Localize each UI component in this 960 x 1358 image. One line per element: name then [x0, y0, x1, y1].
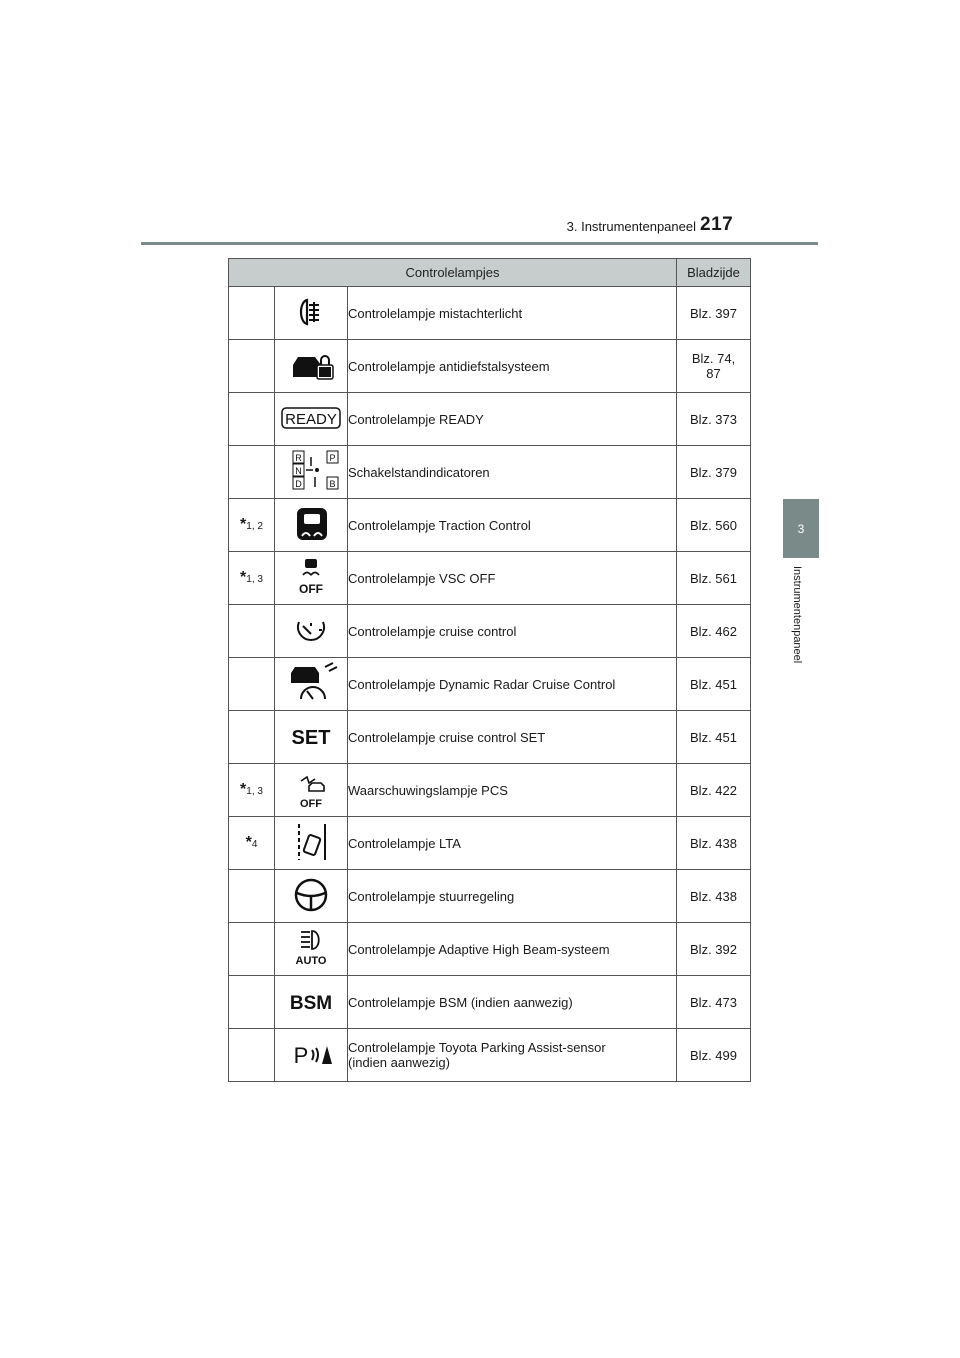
indicator-icon-cell: [275, 446, 348, 499]
svg-text:R: R: [295, 452, 302, 463]
indicator-icon-cell: [275, 817, 348, 870]
pcs-off-icon: [281, 767, 341, 811]
chapter-tab[interactable]: 3: [783, 499, 819, 558]
indicator-table: [228, 258, 751, 1082]
indicator-icon-cell: [275, 499, 348, 552]
lta-icon: [281, 820, 341, 864]
table-row: [229, 870, 751, 923]
ready-icon: [281, 396, 341, 440]
radar-cruise-control-icon: [281, 661, 341, 705]
indicator-icon-cell: [275, 1029, 348, 1082]
chapter-tab-label: Instrumentenpaneel: [791, 566, 803, 664]
footnote-marker: [229, 287, 275, 340]
header-divider: [141, 242, 818, 245]
footnote-marker: [229, 870, 275, 923]
indicator-description: Controlelampje LTA: [348, 817, 677, 870]
vsc-off-icon: [281, 555, 341, 599]
footnote-marker: [229, 499, 275, 552]
svg-text:N: N: [295, 465, 302, 476]
indicator-icon-cell: [275, 658, 348, 711]
indicator-description: Controlelampje antidiefstalsysteem: [348, 340, 677, 393]
page-reference[interactable]: Blz. 74, 87: [677, 340, 751, 393]
footnote-number: 1, 3: [246, 574, 263, 585]
footnote-number: 4: [251, 839, 258, 850]
footnote-marker: [229, 976, 275, 1029]
indicator-icon-cell: [275, 923, 348, 976]
column-header-indicators: Controlelampjes: [229, 259, 677, 287]
rear-fog-light-icon: [281, 290, 341, 334]
page-reference[interactable]: Blz. 462: [677, 605, 751, 658]
footnote-marker: [229, 340, 275, 393]
svg-text:BSM: BSM: [289, 992, 333, 1014]
indicator-description: Schakelstandindicatoren: [348, 446, 677, 499]
footnote-marker: [229, 393, 275, 446]
indicator-description: Controlelampje cruise control SET: [348, 711, 677, 764]
shift-position-icon: [281, 449, 341, 493]
indicator-description: Controlelampje Dynamic Radar Cruise Control: [348, 658, 677, 711]
indicator-icon-cell: [275, 393, 348, 446]
footnote-number: 1, 2: [246, 521, 263, 532]
footnote-marker: [229, 711, 275, 764]
footnote-marker: [229, 817, 275, 870]
indicator-icon-cell: [275, 711, 348, 764]
indicator-description: Controlelampje VSC OFF: [348, 552, 677, 605]
indicator-icon-cell: [275, 976, 348, 1029]
footnote-marker: [229, 552, 275, 605]
page-reference[interactable]: Blz. 560: [677, 499, 751, 552]
table-row: [229, 817, 751, 870]
indicator-description: Controlelampje Adaptive High Beam-systeem: [348, 923, 677, 976]
page-number: 217: [700, 214, 734, 235]
svg-text:OFF: OFF: [300, 797, 322, 810]
indicator-description: Controlelampje READY: [348, 393, 677, 446]
page-reference[interactable]: Blz. 473: [677, 976, 751, 1029]
table-row: [229, 764, 751, 817]
indicator-icon-cell: [275, 870, 348, 923]
footnote-star: *: [240, 781, 247, 798]
table-row: [229, 658, 751, 711]
indicator-description: Waarschuwingslampje PCS: [348, 764, 677, 817]
page-reference[interactable]: Blz. 397: [677, 287, 751, 340]
indicator-description: Controlelampje cruise control: [348, 605, 677, 658]
auto-high-beam-icon: [281, 926, 341, 970]
footnote-marker: [229, 658, 275, 711]
page-reference[interactable]: Blz. 451: [677, 711, 751, 764]
svg-text:P: P: [329, 452, 336, 463]
table-row: [229, 923, 751, 976]
table-row: [229, 393, 751, 446]
indicator-icon-cell: [275, 552, 348, 605]
page-reference[interactable]: Blz. 373: [677, 393, 751, 446]
indicator-description: Controlelampje BSM (indien aanwezig): [348, 976, 677, 1029]
page-reference[interactable]: Blz. 438: [677, 870, 751, 923]
footnote-number: 1, 3: [246, 786, 263, 797]
table-row: [229, 287, 751, 340]
footnote-marker: [229, 1029, 275, 1082]
table-row: [229, 976, 751, 1029]
footnote-marker: [229, 605, 275, 658]
svg-text:READY: READY: [285, 410, 337, 428]
footnote-star: *: [240, 516, 247, 533]
indicator-description: Controlelampje Toyota Parking Assist-sensor (indien aanwezig): [348, 1029, 677, 1082]
footnote-marker: [229, 446, 275, 499]
table-row: [229, 499, 751, 552]
table-header-row: [229, 259, 751, 287]
footnote-marker: [229, 923, 275, 976]
cruise-control-icon: [281, 608, 341, 652]
page-reference[interactable]: Blz. 422: [677, 764, 751, 817]
table-row: [229, 1029, 751, 1082]
table-row: [229, 446, 751, 499]
svg-text:SET: SET: [291, 726, 331, 749]
page-reference[interactable]: Blz. 561: [677, 552, 751, 605]
indicator-description: Controlelampje mistachterlicht: [348, 287, 677, 340]
column-header-page: Bladzijde: [677, 259, 751, 287]
page-reference[interactable]: Blz. 451: [677, 658, 751, 711]
steering-wheel-icon: [281, 873, 341, 917]
parking-assist-icon: [281, 1032, 341, 1076]
bsm-icon: [281, 979, 341, 1023]
footnote-star: *: [240, 569, 247, 586]
indicator-icon-cell: [275, 340, 348, 393]
traction-control-icon: [281, 502, 341, 546]
indicator-icon-cell: [275, 287, 348, 340]
page-reference[interactable]: Blz. 392: [677, 923, 751, 976]
table-row: [229, 605, 751, 658]
table-row: [229, 552, 751, 605]
svg-text:D: D: [295, 478, 302, 489]
svg-text:P: P: [293, 1042, 309, 1068]
svg-text:AUTO: AUTO: [295, 954, 327, 967]
chapter-title: 3. Instrumentenpaneel: [566, 219, 696, 234]
footnote-star: *: [245, 834, 252, 851]
page-reference[interactable]: Blz. 379: [677, 446, 751, 499]
indicator-icon-cell: [275, 605, 348, 658]
footnote-marker: [229, 764, 275, 817]
car-lock-icon: [281, 343, 341, 387]
set-icon: [281, 714, 341, 758]
page-reference[interactable]: Blz. 499: [677, 1029, 751, 1082]
indicator-description: Controlelampje Traction Control: [348, 499, 677, 552]
table-row: [229, 711, 751, 764]
svg-text:OFF: OFF: [299, 581, 323, 596]
table-row: [229, 340, 751, 393]
indicator-icon-cell: [275, 764, 348, 817]
svg-text:B: B: [329, 478, 336, 489]
page-reference[interactable]: Blz. 438: [677, 817, 751, 870]
indicator-description: Controlelampje stuurregeling: [348, 870, 677, 923]
